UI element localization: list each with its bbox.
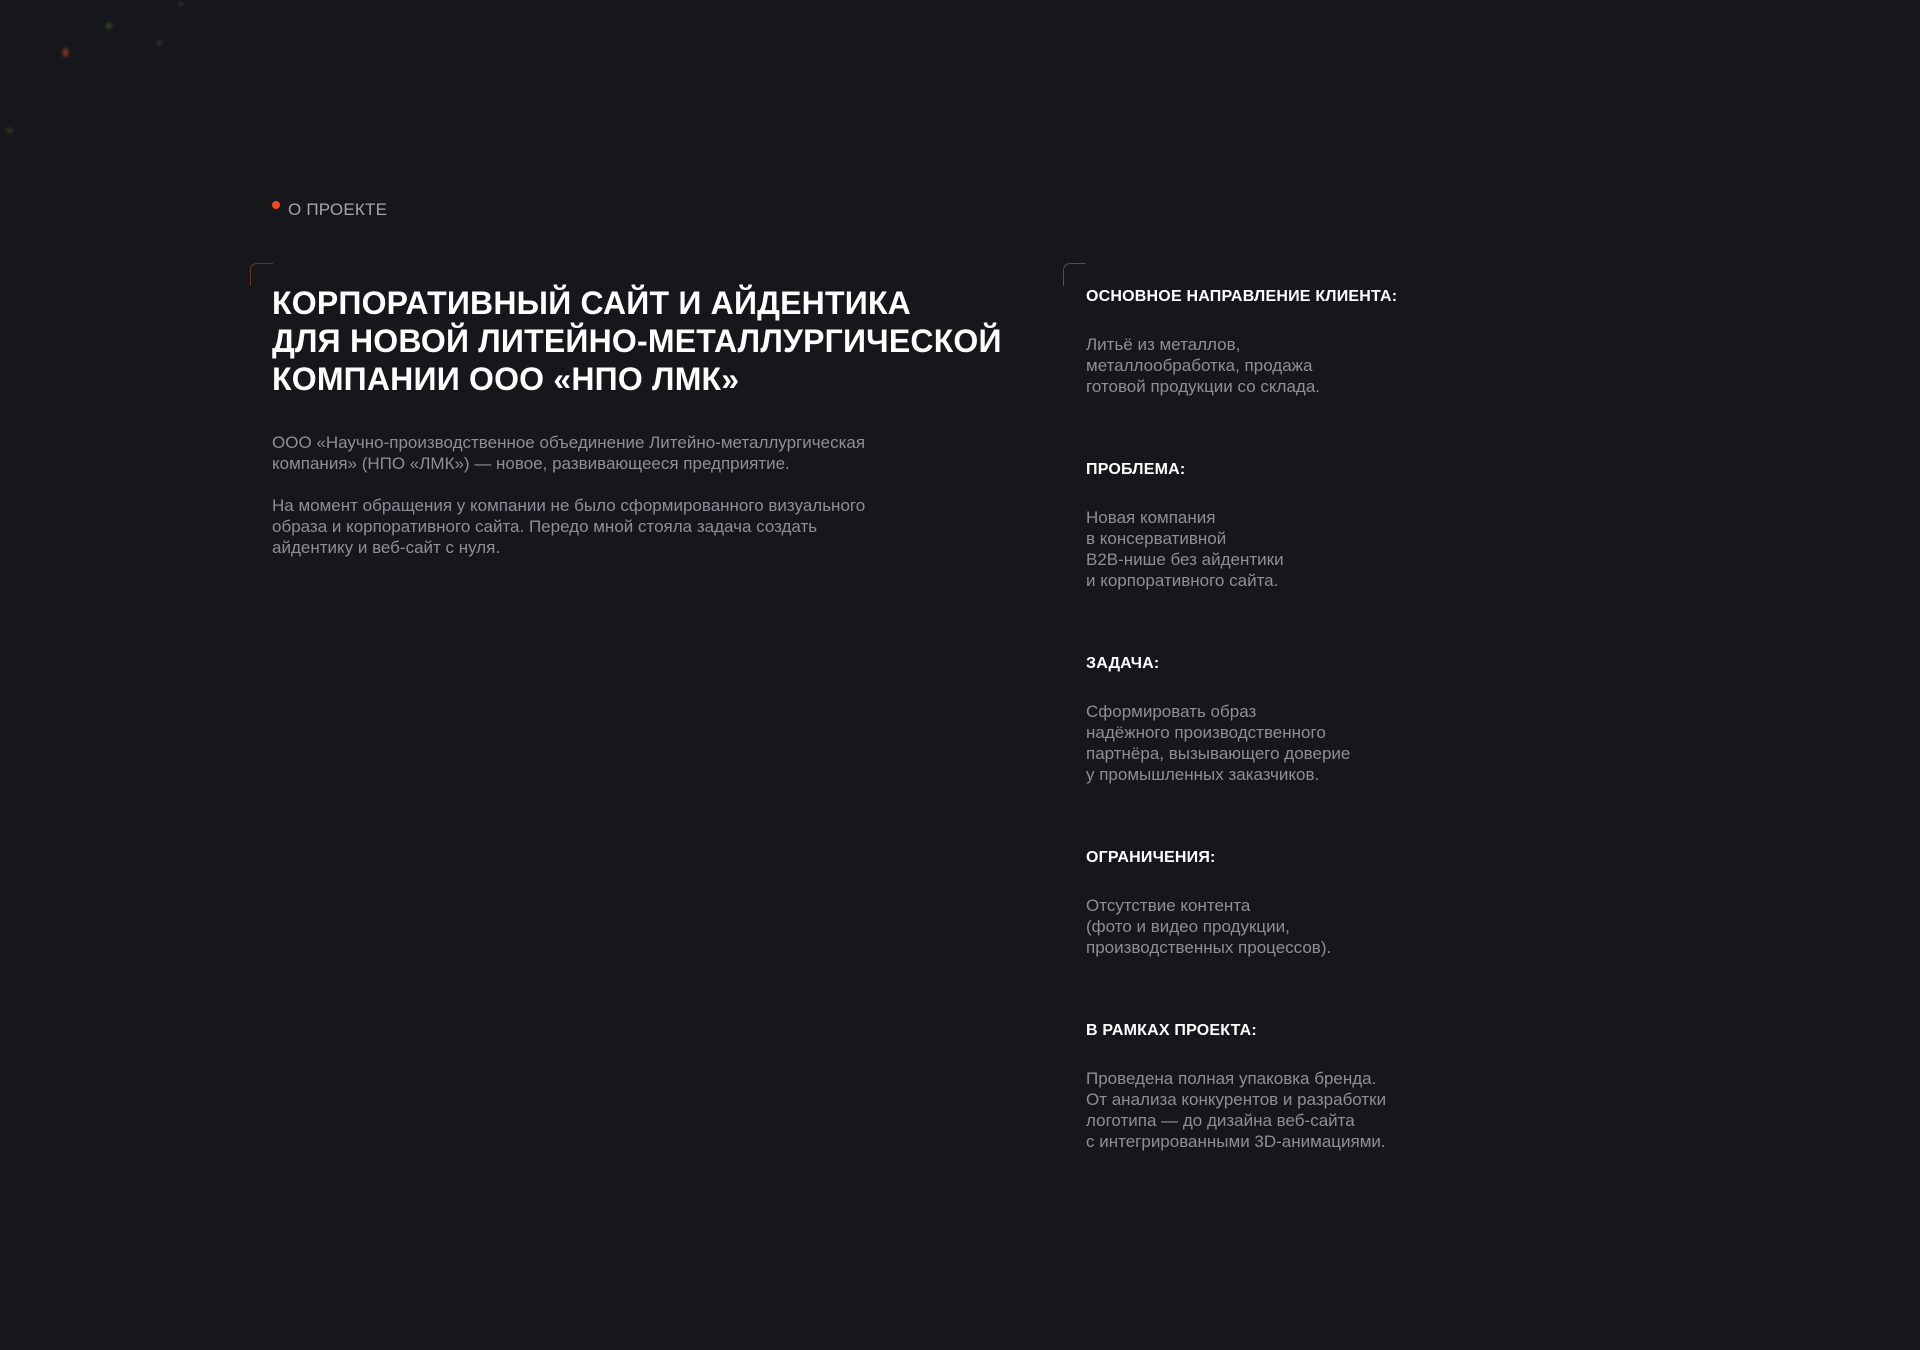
intro-paragraph-line: айдентику и веб-сайт с нуля.: [272, 538, 501, 557]
intro-paragraph-line: образа и корпоративного сайта. Передо мной стояла задача создать: [272, 517, 818, 536]
corner-bracket-icon: [250, 263, 273, 286]
spark-particle: [179, 2, 183, 6]
intro-paragraph-line: компания» (НПО «ЛМК») — новое, развивающееся предприятие.: [272, 454, 790, 473]
info-body-line: Литьё из металлов,: [1086, 335, 1241, 354]
spark-particle: [6, 128, 13, 133]
info-heading: ОГРАНИЧЕНИЯ:: [1086, 849, 1216, 866]
task-block: [1086, 654, 1506, 785]
info-body-line: металлообработка, продажа: [1086, 356, 1313, 375]
info-body-line: Новая компания: [1086, 508, 1216, 527]
spark-particle: [157, 41, 161, 45]
info-body-line: готовой продукции со склада.: [1086, 377, 1320, 396]
page-title-line: КОРПОРАТИВНЫЙ САЙТ И АЙДЕНТИКА: [272, 285, 911, 321]
intro-paragraph: [272, 432, 932, 474]
info-body-line: с интегрированными 3D-анимациями.: [1086, 1132, 1386, 1151]
spark-particle: [106, 23, 112, 29]
page-title-line: ДЛЯ НОВОЙ ЛИТЕЙНО-МЕТАЛЛУРГИЧЕСКОЙ: [272, 323, 1002, 359]
intro-paragraph: [272, 495, 932, 558]
info-heading: ПРОБЛЕМА:: [1086, 461, 1186, 478]
section-label-text: О ПРОЕКТЕ: [288, 200, 388, 219]
section-label: [272, 199, 387, 221]
intro-paragraph-line: ООО «Научно-производственное объединение Литейно-металлургическая: [272, 433, 866, 452]
info-body-line: надёжного производственного: [1086, 723, 1326, 742]
corner-bracket-icon: [1063, 263, 1086, 286]
info-body-line: Сформировать образ: [1086, 702, 1257, 721]
info-body: [1086, 895, 1506, 958]
limitations-block: [1086, 848, 1506, 958]
info-body-line: B2B-нише без айдентики: [1086, 550, 1284, 569]
info-body-line: логотипа — до дизайна веб-сайта: [1086, 1111, 1355, 1130]
client-direction-block: [1086, 287, 1506, 397]
intro-paragraph-line: На момент обращения у компании не было сформированного визуального: [272, 496, 866, 515]
info-body-line: От анализа конкурентов и разработки: [1086, 1090, 1387, 1109]
info-body: [1086, 701, 1506, 785]
page-title: [272, 284, 1002, 398]
info-body-line: (фото и видео продукции,: [1086, 917, 1290, 936]
info-body-line: партнёра, вызывающего доверие: [1086, 744, 1351, 763]
info-body-line: Отсутствие контента: [1086, 896, 1251, 915]
info-body-line: и корпоративного сайта.: [1086, 571, 1279, 590]
info-body-line: у промышленных заказчиков.: [1086, 765, 1320, 784]
info-body: [1086, 334, 1506, 397]
info-heading: ОСНОВНОЕ НАПРАВЛЕНИЕ КЛИЕНТА:: [1086, 288, 1398, 305]
info-body-line: производственных процессов).: [1086, 938, 1332, 957]
project-scope-block: [1086, 1021, 1506, 1152]
spark-particle: [63, 48, 68, 57]
info-heading: В РАМКАХ ПРОЕКТА:: [1086, 1022, 1257, 1039]
info-body-line: в консервативной: [1086, 529, 1227, 548]
info-body-line: Проведена полная упаковка бренда.: [1086, 1069, 1377, 1088]
page-title-line: КОМПАНИИ ООО «НПО ЛМК»: [272, 361, 740, 397]
info-heading: ЗАДАЧА:: [1086, 655, 1160, 672]
accent-dot-icon: [272, 201, 280, 209]
problem-block: [1086, 460, 1506, 591]
info-body: [1086, 507, 1506, 591]
info-body: [1086, 1068, 1506, 1152]
